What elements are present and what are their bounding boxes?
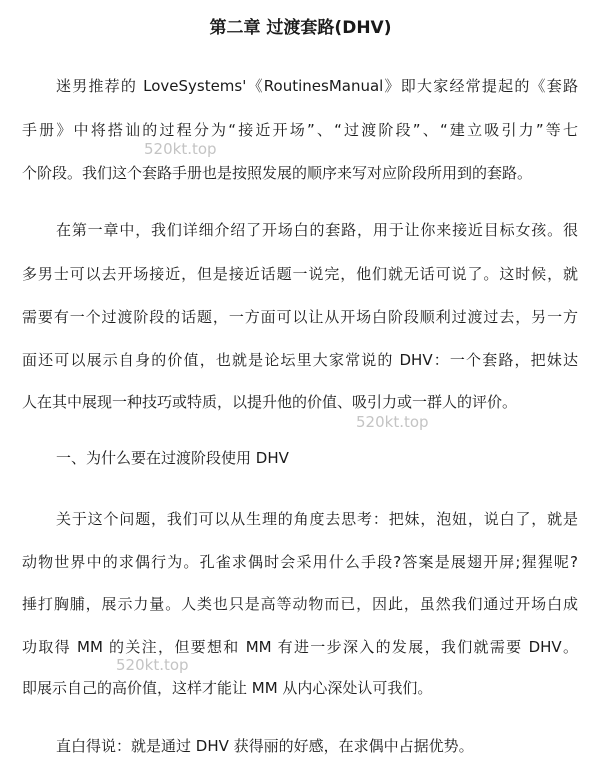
paragraph-3-line-3: 捶打胸脯，展示力量。人类也只是高等动物而已，因此，虽然我们通过开场白成 — [22, 595, 578, 613]
watermark-3: 520kt.top — [116, 656, 189, 674]
paragraph-3-line-1: 关于这个问题，我们可以从生理的角度去思考：把妹，泡妞，说白了，就是 — [56, 510, 578, 528]
paragraph-2-line-4: 面还可以展示自身的价值，也就是论坛里大家常说的 DHV：一个套路，把妹达 — [22, 351, 578, 369]
paragraph-4-line-1: 直白得说：就是通过 DHV 获得丽的好感，在求偶中占据优势。 — [56, 737, 474, 755]
paragraph-2-line-2: 多男士可以去开场接近，但是接近话题一说完，他们就无话可说了。这时候，就 — [22, 265, 578, 283]
paragraph-2-line-3: 需要有一个过渡阶段的话题，一方面可以让从开场白阶段顺利过渡过去，另一方 — [22, 308, 578, 326]
paragraph-3-line-4: 功取得 MM 的关注，但要想和 MM 有进一步深入的发展，我们就需要 DHV。 — [22, 638, 578, 656]
paragraph-2-line-5: 人在其中展现一种技巧或特质，以提升他的价值、吸引力或一群人的评价。 — [22, 393, 518, 411]
watermark-2: 520kt.top — [356, 413, 429, 431]
section-heading: 一、为什么要在过渡阶段使用 DHV — [56, 449, 289, 467]
paragraph-3-line-5: 即展示自己的高价值，这样才能让 MM 从内心深处认可我们。 — [22, 679, 433, 697]
chapter-title: 第二章 过渡套路(DHV) — [209, 18, 392, 38]
paragraph-1-line-1: 迷男推荐的 LoveSystems'《RoutinesManual》即大家经常提起的《套路 — [56, 77, 578, 95]
watermark-1: 520kt.top — [144, 140, 217, 158]
paragraph-3-line-2: 动物世界中的求偶行为。孔雀求偶时会采用什么手段?答案是展翅开屏;猩猩呢? — [22, 553, 578, 571]
paragraph-2-line-1: 在第一章中，我们详细介绍了开场白的套路，用于让你来接近目标女孩。很 — [56, 221, 578, 239]
paragraph-1-line-2: 手册》中将搭讪的过程分为“接近开场”、“过渡阶段”、“建立吸引力”等七 — [22, 121, 578, 139]
paragraph-1-line-3: 个阶段。我们这个套路手册也是按照发展的顺序来写对应阶段所用到的套路。 — [22, 164, 533, 182]
